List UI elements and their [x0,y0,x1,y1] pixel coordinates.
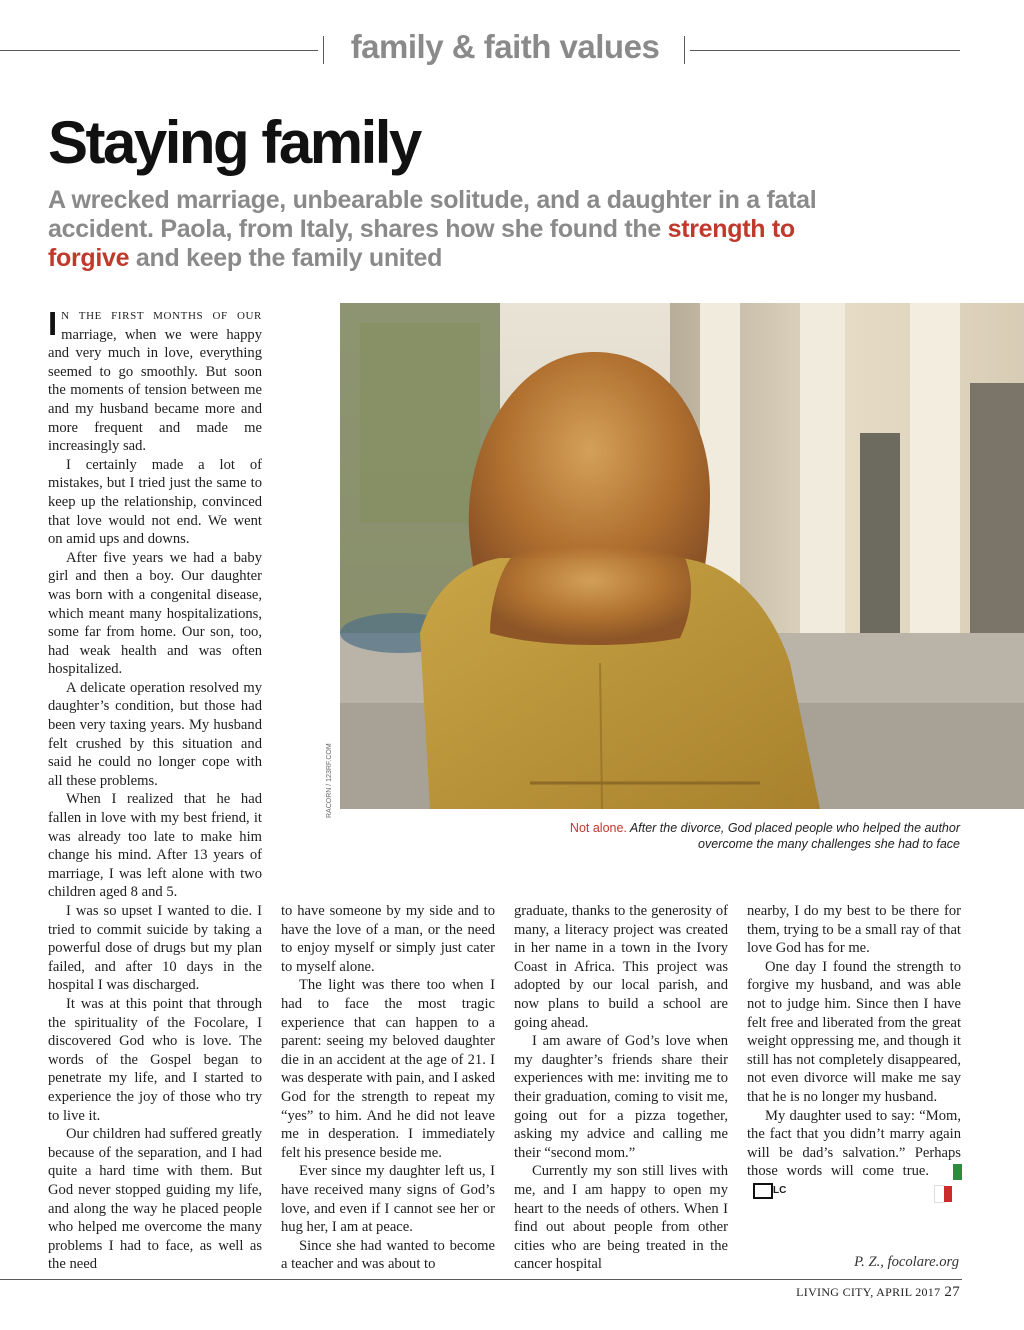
photo-credit-text: RACORN / 123RF.COM [326,743,333,818]
paragraph-1: marriage, when we were happy and very much in love, everything seemed to go smoothly. But soon the moments of tension between me and my husband became more and more frequent and made me increasingly sad. [48,326,262,455]
deck-text-end: and keep the family united [129,244,443,272]
photo-credit [326,738,340,818]
opening-smallcaps: N THE FIRST MONTHS OF OUR [61,310,262,322]
article-photo [340,303,1024,809]
paragraph-16: nearby, I do my best to be there for them, trying to be a small ray of that love God has for me. [747,903,961,957]
paragraph-12: Since she had wanted to become a teacher and was about to [281,1237,495,1273]
body-column-3 [514,902,728,1274]
publication-name: LIVING CITY, APRIL 2017 [796,1285,941,1299]
page-number: 27 [944,1284,960,1300]
section-label: family & faith values [350,28,660,65]
paragraph-17: One day I found the strength to forgive my husband, and was able not to judge him. Since then I have felt free and liberated from the great weight oppressing me, and though it still has not completely disappeared, not even divorce will make me say that he is no longer my husband. [747,958,961,1105]
signature: P. Z., focolare.org [854,1254,959,1270]
header-tick-right [684,36,685,64]
paragraph-18 [747,1107,961,1200]
caption-lead: Not alone. [569,821,627,835]
paragraph-10: The light was there too when I had to face the most tragic experience that can happen to a parent: seeing my beloved daughter die in an accident at the age of 21. I was desperate with pain, and I asked God for the strength to repeat my “yes” to him. And he did not leave me in desperation. I immediately felt his presence beside me. [281,977,495,1161]
footer [796,1284,960,1301]
paragraph-3: After five years we had a baby girl and then a boy. Our daughter was born with a congenital disease, which meant many hospitalizations, some far from home. Our son, too, had weak health and was often hospitalized. [48,549,262,678]
paragraph-9: to have someone by my side and to have the love of a man, or the need to enjoy myself or simply just cater to myself alone. [281,903,495,975]
drop-cap: I [48,305,58,342]
body-column-4 [747,902,961,1200]
paragraph-7: It was at this point that through the spirituality of the Focolare, I discovered God who is love. The words of the Gospel began to penetrate my life, and I started to experience the joy of those who try to live it. [48,995,262,1124]
woman-back-illustration [340,303,1024,809]
header-rule-right [690,50,960,51]
header-rule-left [0,50,318,51]
photo-caption [540,820,960,852]
caption-text: After the divorce, God placed people who helped the author overcome the many challenges she had to face [626,821,960,851]
headline: Staying family [48,109,420,176]
deck [48,186,838,273]
paragraph-18-text: My daughter used to say: “Mom, the fact that you didn’t marry again will be dad’s salvation.” Perhaps those words will come true. [747,1107,961,1180]
paragraph-4: A delicate operation resolved my daughter’s condition, but those had been very taxing years. My husband felt crushed by this situation and said he could no longer cope with all these problems. [48,679,262,789]
body-column-2 [281,902,495,1274]
italy-flag-icon [935,1164,961,1180]
body-column-1 [48,306,262,1274]
paragraph-2: I certainly made a lot of mistakes, but I tried just the same to keep up the relationship, convinced that love would not end. We went on amid ups and downs. [48,456,262,548]
paragraph-11: Ever since my daughter left us, I have received many signs of God’s love, and even if I cannot see her or hug her, I am at peace. [281,1163,495,1236]
header-tick-left [323,36,324,64]
paragraph-15: Currently my son still lives with me, and I am happy to open my heart to the needs of others. When I find out about people from other cities who are being treated in the cancer hospital [514,1163,728,1273]
paragraph-13: graduate, thanks to the generosity of many, a literacy project was created in her name in a town in the Ivory Coast in Africa. This project was adopted by our local parish, and now plans to build a school are going ahead. [514,903,728,1031]
paragraph-6: I was so upset I wanted to die. I tried to commit suicide by taking a powerful dose of drugs but my plan failed, and after 10 days in the hospital I was discharged. [48,903,262,994]
paragraph-8: Our children had suffered greatly because of the separation, and I had quite a hard time with them. But God never stopped guiding my life, and along the way he placed people who helped me overcome the many problems I had to face, as well as the need [48,1126,262,1273]
opening-paragraph [48,306,262,456]
paragraph-14: I am aware of God’s love when my daughter’s friends share their experiences with me: inviting me to their graduation, coming to visit me, going out for a pizza together, asking my advice and calling me their “second mom.” [514,1033,728,1161]
deck-text-start: A wrecked marriage, unbearable solitude, and a daughter in a fatal accident. Paola, from Italy, shares how she found the [48,186,817,243]
paragraph-5: When I realized that he had fallen in love with my best friend, it was already too late to make him change his mind. After 13 years of marriage, I was left alone with two children aged 8 and 5. [48,791,262,901]
living-city-logo-icon: LC [753,1183,773,1199]
footer-rule [0,1279,962,1280]
deck-accent: strength to forgive [48,215,795,272]
